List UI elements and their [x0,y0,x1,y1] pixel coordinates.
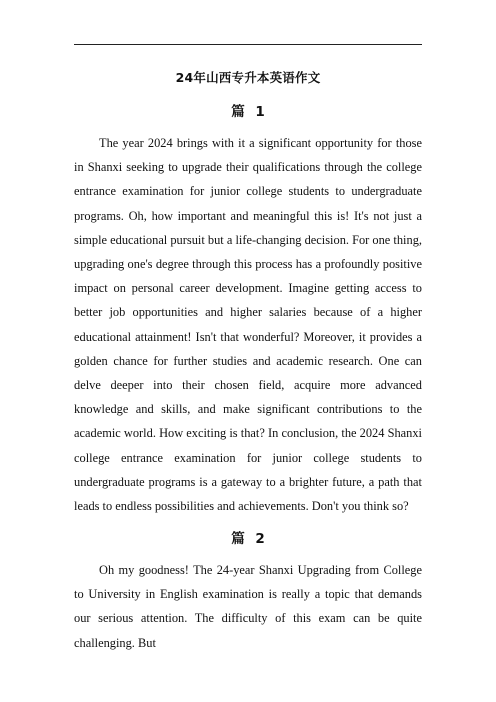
section-heading-2: 篇 2 [231,531,265,547]
section-body-2: Oh my goodness! The 24-year Shanxi Upgrading from College to University in English examination is really a topic that demands our serious attention. The difficulty of this exam can be quite challenging. But [74,563,422,650]
document-title: 24年山西专升本英语作文 [175,70,321,85]
section-heading-1: 篇 1 [231,104,265,120]
section-body-1: The year 2024 brings with it a significant opportunity for those in Shanxi seeking to upgrade their qualifications through the college entrance examination for junior college students to undergraduate programs. Oh, how important and meaningful this is! It's not just a simple educational pursuit but a life-changing decision. For one thing, upgrading one's degree through this process has a profoundly positive impact on personal career development. Imagine getting access to better job opportunities and higher salaries because of a higher educational attainment! Isn't that wonderful? Moreover, it provides a golden chance for further studies and academic research. One can delve deeper into their chosen field, acquire more advanced knowledge and skills, and make significant contributions to the academic world. How exciting is that? In conclusion, the 2024 Shanxi college entrance examination for junior college students to undergraduate programs is a gateway to a brighter future, a path that leads to endless possibilities and achievements. Don't you think so? [74,136,422,514]
header-divider [74,44,422,45]
